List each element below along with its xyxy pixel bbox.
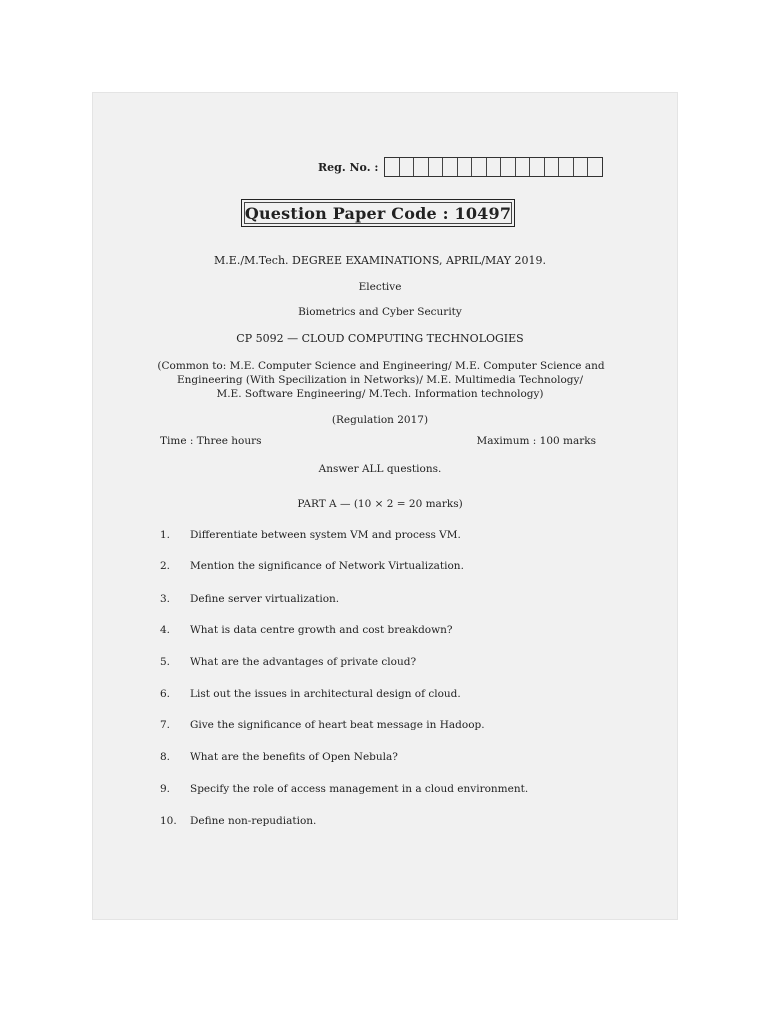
question-text: Give the significance of heart beat message in Hadoop. bbox=[190, 719, 485, 731]
common-to-line-1: (Common to: M.E. Computer Science and Engineering/ M.E. Computer Science and bbox=[157, 360, 605, 372]
question-item bbox=[160, 783, 590, 795]
part-heading: PART A — (10 × 2 = 20 marks) bbox=[297, 498, 463, 510]
time-marks-row bbox=[160, 435, 596, 447]
question-number: 2. bbox=[160, 560, 171, 572]
question-number: 8. bbox=[160, 751, 171, 763]
reg-no-label: Reg. No. : bbox=[318, 160, 379, 174]
common-to-line-3: M.E. Software Engineering/ M.Tech. Information technology) bbox=[216, 388, 544, 400]
reg-no-field bbox=[318, 157, 603, 177]
subject-group: Biometrics and Cyber Security bbox=[298, 306, 462, 318]
question-text: What are the advantages of private cloud? bbox=[190, 656, 417, 668]
maximum-marks: Maximum : 100 marks bbox=[476, 435, 596, 447]
question-text: What are the benefits of Open Nebula? bbox=[190, 751, 398, 763]
course-title: CP 5092 — CLOUD COMPUTING TECHNOLOGIES bbox=[236, 332, 524, 345]
question-text: Specify the role of access management in a cloud environment. bbox=[190, 783, 529, 795]
question-number: 1. bbox=[160, 529, 171, 541]
question-text: Differentiate between system VM and process VM. bbox=[190, 529, 461, 541]
question-item bbox=[160, 815, 590, 827]
question-item bbox=[160, 751, 590, 763]
reg-no-boxes bbox=[384, 157, 603, 177]
question-item bbox=[160, 529, 590, 541]
question-paper-code: Question Paper Code : 10497 bbox=[244, 203, 512, 223]
exam-title: M.E./M.Tech. DEGREE EXAMINATIONS, APRIL/MAY 2019. bbox=[214, 254, 546, 267]
question-item bbox=[160, 719, 590, 731]
common-to-line-2: Engineering (With Specilization in Networks)/ M.E. Multimedia Technology/ bbox=[176, 374, 583, 386]
regulation: (Regulation 2017) bbox=[331, 414, 429, 426]
elective-label: Elective bbox=[358, 281, 402, 293]
question-text: Mention the significance of Network Virtualization. bbox=[190, 560, 464, 572]
question-number: 7. bbox=[160, 719, 171, 731]
question-number: 9. bbox=[160, 783, 171, 795]
question-number: 4. bbox=[160, 624, 171, 636]
question-text: List out the issues in architectural design of cloud. bbox=[190, 688, 461, 700]
question-text: Define server virtualization. bbox=[190, 593, 340, 605]
question-text: What is data centre growth and cost breakdown? bbox=[190, 624, 453, 636]
question-item bbox=[160, 560, 590, 572]
question-item bbox=[160, 593, 590, 605]
question-item bbox=[160, 624, 590, 636]
question-paper-code-box bbox=[241, 199, 515, 227]
question-text: Define non-repudiation. bbox=[190, 815, 317, 827]
question-number: 6. bbox=[160, 688, 171, 700]
question-number: 10. bbox=[160, 815, 177, 827]
instruction: Answer ALL questions. bbox=[318, 463, 442, 475]
time-allowed: Time : Three hours bbox=[160, 435, 262, 447]
question-number: 5. bbox=[160, 656, 171, 668]
question-item bbox=[160, 656, 590, 668]
question-item bbox=[160, 688, 590, 700]
question-number: 3. bbox=[160, 593, 171, 605]
